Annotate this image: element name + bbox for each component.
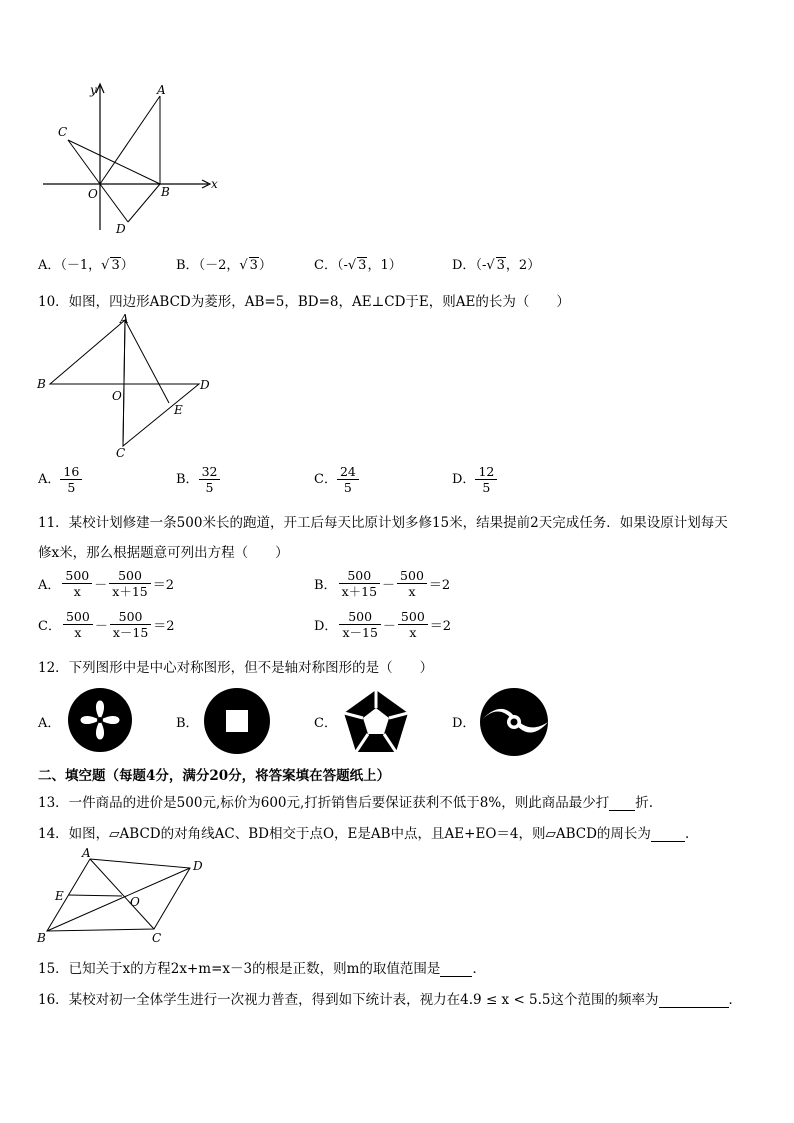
fig9-label-c: C: [58, 125, 68, 139]
q14-parallelogram-figure: [34, 846, 214, 946]
q10-option-d[interactable]: D． $\frac{12}{5}$: [452, 464, 497, 495]
q11-text-line1: 11．某校计划修建一条500米长的跑道，开工后每天比原计划多修15米，结果提前2天完成任务．如果设原计划每天: [38, 515, 728, 531]
q10-text: 10．如图，四边形ABCD为菱形，AB=5，BD=8，AE⊥CD于E，则AE的长为（ ）: [38, 294, 570, 310]
q11-text-line2: 修x米，那么根据题意可列出方程（ ）: [38, 545, 289, 561]
q12-figure-b[interactable]: [202, 686, 272, 756]
q12-option-b-label[interactable]: B．: [176, 716, 199, 731]
q10-option-c[interactable]: C． $\frac{24}{5}$: [314, 464, 359, 495]
fig14-label-o: O: [130, 895, 140, 909]
q11-option-a[interactable]: A． $\frac{500}{x}$ － $\frac{500}{x+15}$ ＝2: [38, 568, 175, 599]
fig10-label-a: A: [120, 312, 129, 326]
fig9-label-d: D: [116, 222, 126, 236]
q12-option-d-label[interactable]: D．: [452, 716, 476, 731]
q9-option-a[interactable]: A．（－1，√ 3）: [38, 258, 134, 273]
q14-answer-blank[interactable]: [651, 828, 685, 842]
q16-text: 16．某校对初一全体学生进行一次视力普查，得到如下统计表，视力在4.9 ≤ x < 5.5这个范围的频率为 ．: [38, 992, 743, 1008]
fig14-label-e: E: [55, 889, 64, 903]
fig9-label-x: x: [211, 177, 218, 191]
fig14-label-a: A: [82, 846, 91, 860]
fig14-label-d: D: [193, 859, 203, 873]
q14-text: 14．如图，▱ABCD的对角线AC、BD相交于点O，E是AB中点，且AE+EO＝4，则▱ABCD的周长为 ．: [38, 826, 699, 842]
q15-text: 15．已知关于x的方程2x+m=x－3的根是正数，则m的取值范围是 ．: [38, 961, 486, 977]
fig10-label-e: E: [174, 403, 183, 417]
q11-option-c[interactable]: C． $\frac{500}{x}$ － $\frac{500}{x-15}$ ＝2: [38, 609, 175, 640]
fig9-label-y: y: [90, 83, 97, 97]
q16-answer-blank[interactable]: [659, 994, 729, 1008]
q10-option-a[interactable]: A． $\frac{16}{5}$: [38, 464, 82, 495]
fig10-label-d: D: [200, 378, 210, 392]
fig10-label-b: B: [37, 377, 46, 391]
q9-option-d[interactable]: D．（-√ 3，2）: [452, 258, 541, 273]
section-2-title: 二、填空题（每题4分，满分20分，将答案填在答题纸上）: [38, 768, 391, 784]
q12-text: 12．下列图形中是中心对称图形，但不是轴对称图形的是（ ）: [38, 660, 434, 676]
q10-rhombus-figure: [36, 312, 226, 460]
q12-option-a-label[interactable]: A．: [38, 716, 61, 731]
q12-option-c-label[interactable]: C．: [314, 716, 337, 731]
q9-option-b[interactable]: B．（－2，√ 3）: [176, 258, 272, 273]
q9-option-c[interactable]: C．（-√ 3，1）: [314, 258, 402, 273]
fig10-label-o: O: [112, 389, 122, 403]
q15-answer-blank[interactable]: [440, 963, 472, 977]
fig9-label-a: A: [157, 83, 166, 97]
fig9-label-o: O: [88, 187, 98, 201]
fig10-label-c: C: [116, 446, 126, 460]
q9-coordinate-figure: [38, 80, 228, 240]
q12-figure-c[interactable]: [340, 686, 412, 758]
q11-option-d[interactable]: D． $\frac{500}{x-15}$ － $\frac{500}{x}$ ＝2: [314, 609, 452, 640]
q11-option-b[interactable]: B． $\frac{500}{x+15}$ － $\frac{500}{x}$ ＝2: [314, 568, 451, 599]
fig14-label-b: B: [37, 931, 46, 945]
q12-figure-a[interactable]: [66, 686, 138, 758]
fig9-label-b: B: [161, 185, 170, 199]
q10-option-b[interactable]: B． $\frac{32}{5}$: [176, 464, 220, 495]
q13-answer-blank[interactable]: [609, 797, 635, 811]
fig14-label-c: C: [152, 931, 162, 945]
q12-figure-d[interactable]: [478, 686, 552, 758]
q13-text: 13．一件商品的进价是500元,标价为600元,打折销售后要保证获利不低于8%，则此商品最少打 折.: [38, 795, 654, 811]
